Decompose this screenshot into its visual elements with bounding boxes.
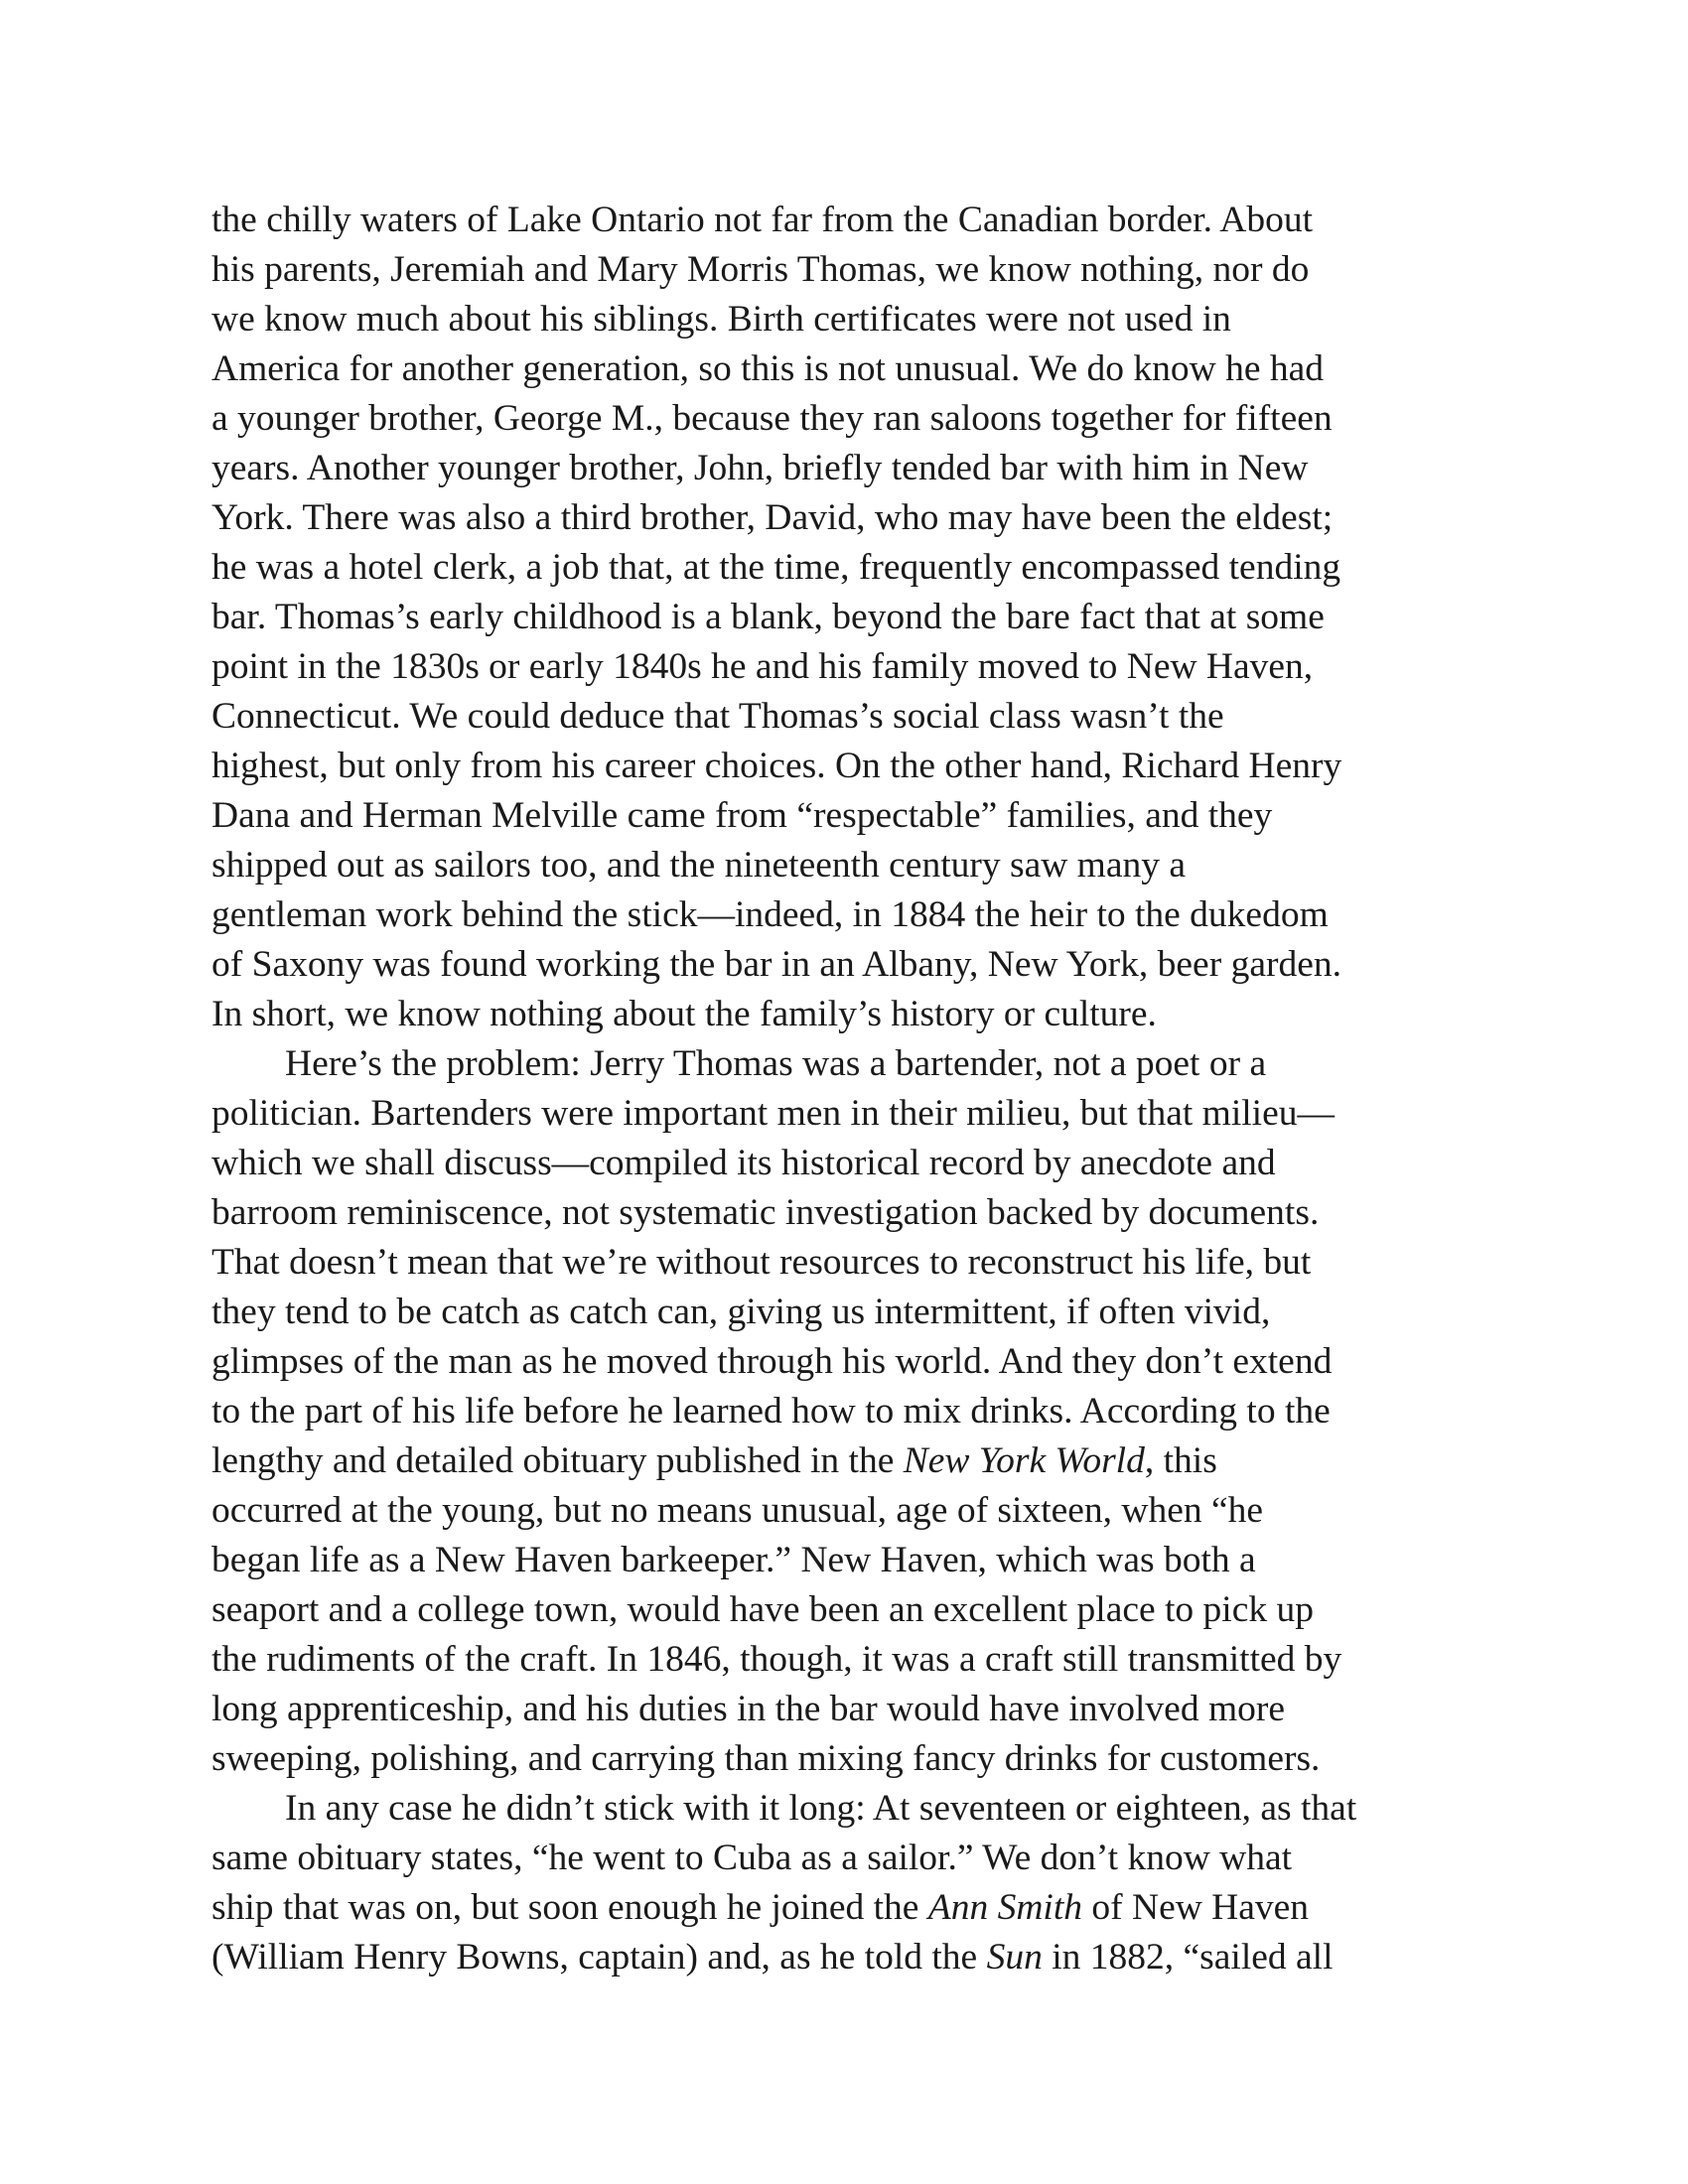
paragraph-2-line: which we shall discuss—compiled its historical record by anecdote and <box>211 1143 1276 1183</box>
paragraph-1-line: Dana and Herman Melville came from “respectable” families, and they <box>211 795 1273 836</box>
paragraph-1-line: his parents, Jeremiah and Mary Morris Thomas, we know nothing, nor do <box>211 249 1310 290</box>
paragraph-3-first-line: In any case he didn’t stick with it long: At seventeen or eighteen, as that <box>285 1788 1357 1829</box>
paragraph-1-line: highest, but only from his career choices. On the other hand, Richard Henry <box>211 746 1342 786</box>
paragraph-1-line: bar. Thomas’s early childhood is a blank, beyond the bare fact that at some <box>211 597 1325 637</box>
paragraph-2-line: politician. Bartenders were important men in their milieu, but that milieu— <box>211 1093 1335 1134</box>
paragraph-2-line: glimpses of the man as he moved through his world. And they don’t extend <box>211 1341 1333 1382</box>
paragraph-1-line: Connecticut. We could deduce that Thomas’s social class wasn’t the <box>211 696 1224 737</box>
paragraph-2-line: they tend to be catch as catch can, giving us intermittent, if often vivid, <box>211 1292 1271 1332</box>
paragraph-2-line: seaport and a college town, would have been an excellent place to pick up <box>211 1589 1314 1630</box>
paragraph-1-line: a younger brother, George M., because they ran saloons together for fifteen <box>211 398 1333 439</box>
paragraph-1-line: gentleman work behind the stick—indeed, in 1884 the heir to the dukedom <box>211 894 1329 935</box>
paragraph-1-line: years. Another younger brother, John, briefly tended bar with him in New <box>211 448 1309 488</box>
paragraph-2-line: barroom reminiscence, not systematic investigation backed by documents. <box>211 1192 1320 1233</box>
paragraph-1-line: we know much about his siblings. Birth certificates were not used in <box>211 299 1231 340</box>
paragraph-3-line-with-italic <box>211 1883 1502 1933</box>
paragraph-2-line: the rudiments of the craft. In 1846, though, it was a craft still transmitted by <box>211 1639 1342 1680</box>
paragraph-1-line: York. There was also a third brother, David, who may have been the eldest; <box>211 497 1334 538</box>
paragraph-1-line: he was a hotel clerk, a job that, at the time, frequently encompassed tending <box>211 547 1341 588</box>
paragraph-2-line: long apprenticeship, and his duties in the bar would have involved more <box>211 1689 1285 1729</box>
paragraph-2-line: to the part of his life before he learned how to mix drinks. According to the <box>211 1391 1331 1432</box>
paragraph-2-line: That doesn’t mean that we’re without resources to reconstruct his life, but <box>211 1242 1312 1283</box>
paragraph-1-line: America for another generation, so this is not unusual. We do know he had <box>211 348 1324 389</box>
text-segment: (William Henry Bowns, captain) and, as he told the <box>211 1937 987 1978</box>
paragraph-2-first-line: Here’s the problem: Jerry Thomas was a bartender, not a poet or a <box>285 1043 1267 1084</box>
paragraph-1-line: shipped out as sailors too, and the nineteenth century saw many a <box>211 845 1187 886</box>
paragraph-1-line: point in the 1830s or early 1840s he and his family moved to New Haven, <box>211 646 1314 687</box>
body-text <box>211 196 1502 1982</box>
paragraph-3-line-with-italic <box>211 1933 1502 1982</box>
text-segment: in 1882, “sailed all <box>1042 1937 1334 1978</box>
paragraph-3-line: same obituary states, “he went to Cuba as a sailor.” We don’t know what <box>211 1838 1293 1878</box>
text-segment: lengthy and detailed obituary published in the <box>211 1440 904 1481</box>
italic-newspaper-name: Sun <box>986 1937 1043 1978</box>
paragraph-2-line: began life as a New Haven barkeeper.” New Haven, which was both a <box>211 1540 1256 1580</box>
italic-title: New York World <box>903 1440 1145 1481</box>
paragraph-2-line-with-italic <box>211 1436 1502 1486</box>
paragraph-2-line: sweeping, polishing, and carrying than mixing fancy drinks for customers. <box>211 1738 1321 1779</box>
text-segment: , this <box>1144 1440 1217 1481</box>
paragraph-1-line: In short, we know nothing about the family’s history or culture. <box>211 994 1157 1034</box>
paragraph-1-line: the chilly waters of Lake Ontario not far from the Canadian border. About <box>211 200 1314 240</box>
paragraph-1-line: of Saxony was found working the bar in an Albany, New York, beer garden. <box>211 944 1341 985</box>
text-segment: of New Haven <box>1082 1887 1310 1928</box>
italic-ship-name: Ann Smith <box>927 1887 1082 1928</box>
text-segment: ship that was on, but soon enough he joined the <box>211 1887 928 1928</box>
paragraph-2-line: occurred at the young, but no means unusual, age of sixteen, when “he <box>211 1490 1264 1531</box>
